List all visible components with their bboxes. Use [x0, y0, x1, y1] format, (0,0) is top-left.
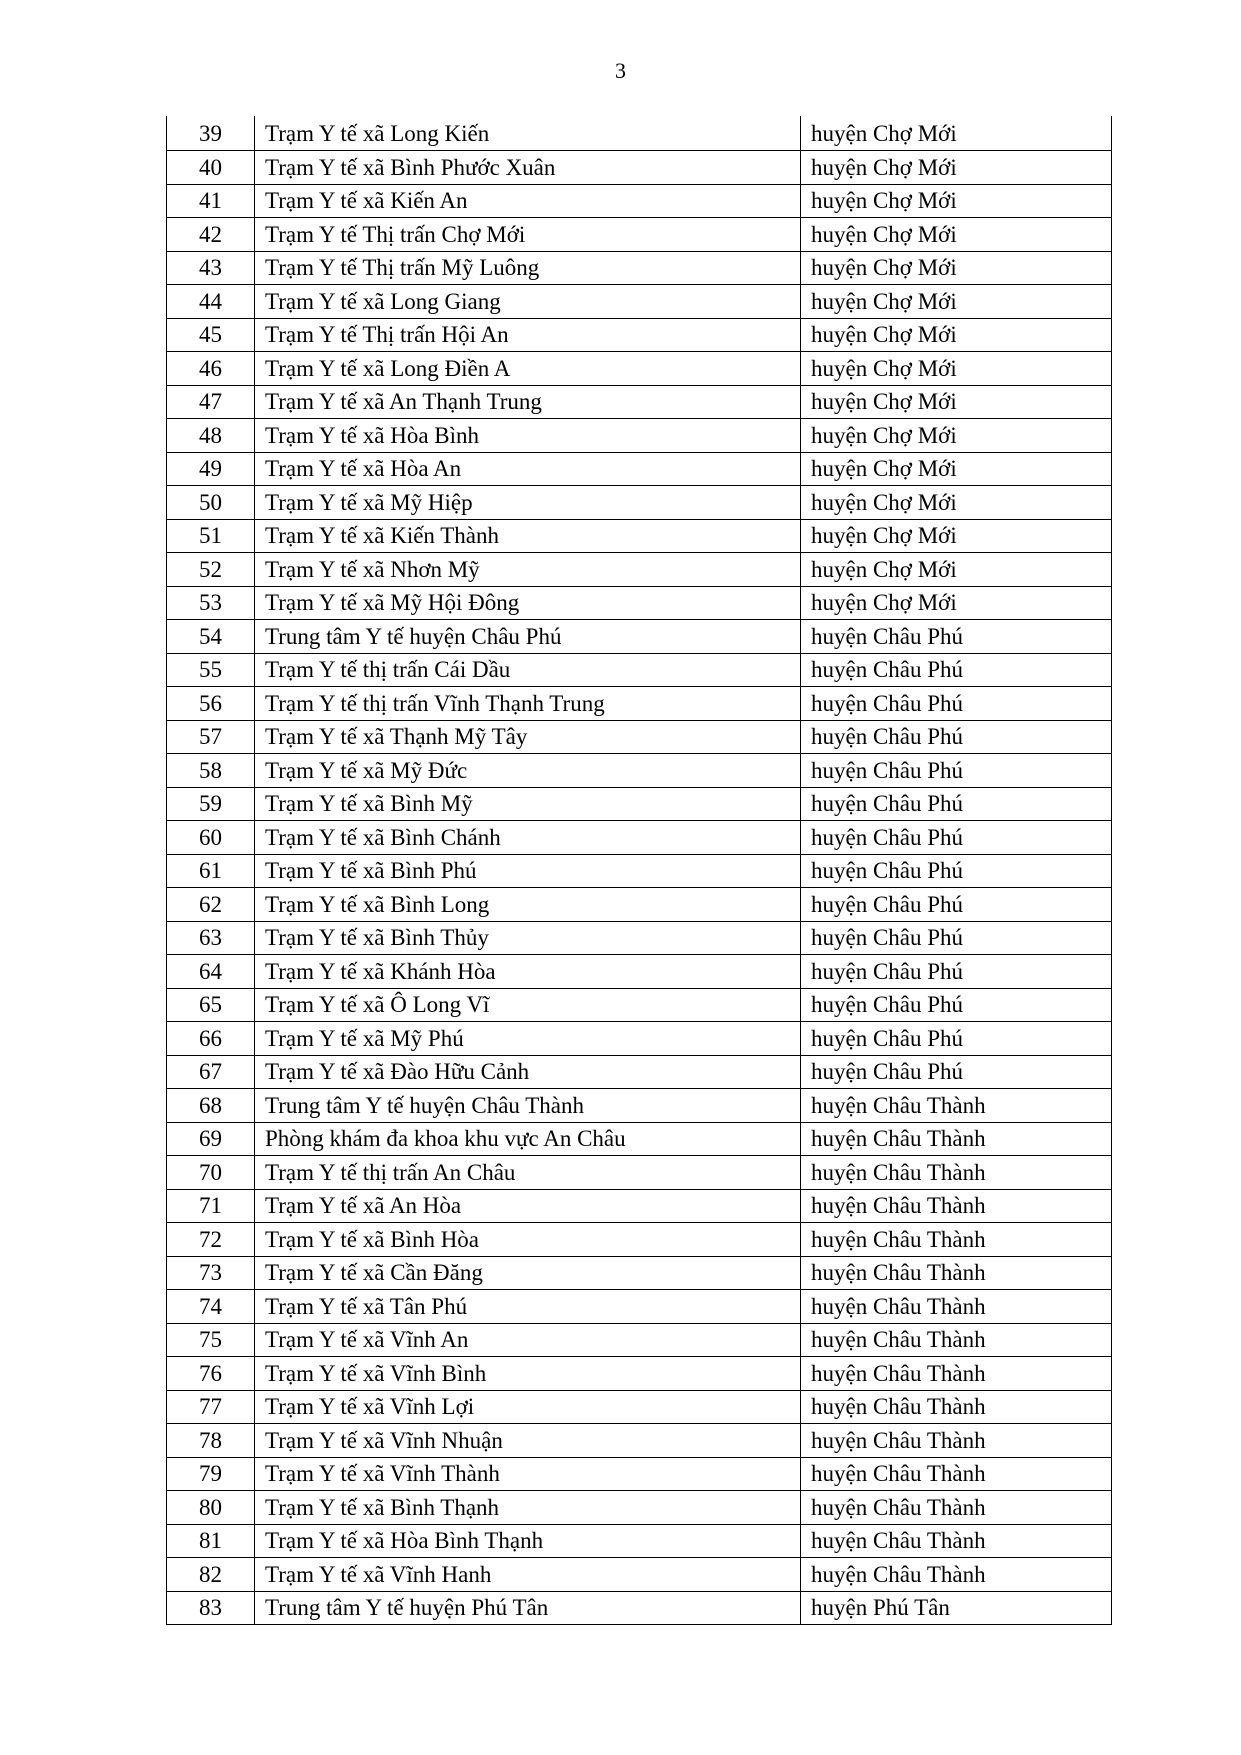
row-number: 39: [167, 116, 255, 151]
row-number: 68: [167, 1089, 255, 1123]
row-number: 50: [167, 486, 255, 520]
district-name: huyện Châu Thành: [801, 1256, 1112, 1290]
row-number: 75: [167, 1323, 255, 1357]
district-name: huyện Châu Phú: [801, 620, 1112, 654]
row-number: 73: [167, 1256, 255, 1290]
row-number: 58: [167, 754, 255, 788]
table-row: [167, 787, 1112, 821]
district-name: huyện Chợ Mới: [801, 318, 1112, 352]
table-row: [167, 486, 1112, 520]
row-number: 70: [167, 1156, 255, 1190]
table-row: [167, 1022, 1112, 1056]
district-name: huyện Chợ Mới: [801, 251, 1112, 285]
row-number: 74: [167, 1290, 255, 1324]
table-row: [167, 955, 1112, 989]
page-number: 3: [615, 58, 626, 83]
row-number: 52: [167, 553, 255, 587]
row-number: 63: [167, 921, 255, 955]
district-name: huyện Châu Phú: [801, 854, 1112, 888]
row-number: 48: [167, 419, 255, 453]
facility-name: Trạm Y tế xã Vĩnh Nhuận: [255, 1424, 801, 1458]
table-row: [167, 385, 1112, 419]
facility-name: Trạm Y tế xã Bình Mỹ: [255, 787, 801, 821]
facility-name: Trạm Y tế xã Vĩnh Bình: [255, 1357, 801, 1391]
facility-name: Trung tâm Y tế huyện Châu Thành: [255, 1089, 801, 1123]
row-number: 79: [167, 1457, 255, 1491]
table-row: [167, 218, 1112, 252]
district-name: huyện Chợ Mới: [801, 184, 1112, 218]
row-number: 54: [167, 620, 255, 654]
district-name: huyện Chợ Mới: [801, 385, 1112, 419]
district-name: huyện Chợ Mới: [801, 486, 1112, 520]
district-name: huyện Chợ Mới: [801, 285, 1112, 319]
facility-name: Trạm Y tế xã Bình Hòa: [255, 1223, 801, 1257]
district-name: huyện Chợ Mới: [801, 419, 1112, 453]
table-row: [167, 1390, 1112, 1424]
district-name: huyện Châu Thành: [801, 1357, 1112, 1391]
facility-name: Trạm Y tế xã Bình Thủy: [255, 921, 801, 955]
district-name: huyện Châu Thành: [801, 1089, 1112, 1123]
row-number: 59: [167, 787, 255, 821]
facility-name: Trạm Y tế Thị trấn Mỹ Luông: [255, 251, 801, 285]
row-number: 72: [167, 1223, 255, 1257]
district-name: huyện Chợ Mới: [801, 519, 1112, 553]
district-name: huyện Châu Phú: [801, 787, 1112, 821]
row-number: 43: [167, 251, 255, 285]
district-name: huyện Châu Thành: [801, 1558, 1112, 1592]
row-number: 60: [167, 821, 255, 855]
row-number: 67: [167, 1055, 255, 1089]
row-number: 78: [167, 1424, 255, 1458]
facility-table: [166, 116, 1112, 1625]
facility-name: Trạm Y tế xã Bình Thạnh: [255, 1491, 801, 1525]
district-name: huyện Chợ Mới: [801, 151, 1112, 185]
district-name: huyện Châu Thành: [801, 1290, 1112, 1324]
facility-name: Trạm Y tế xã An Hòa: [255, 1189, 801, 1223]
table-row: [167, 285, 1112, 319]
district-name: huyện Châu Thành: [801, 1122, 1112, 1156]
table-row: [167, 1189, 1112, 1223]
table-row: [167, 653, 1112, 687]
table-row: [167, 151, 1112, 185]
district-name: huyện Châu Phú: [801, 1022, 1112, 1056]
facility-name: Trạm Y tế xã Hòa Bình: [255, 419, 801, 453]
table-row: [167, 1424, 1112, 1458]
facility-name: Trạm Y tế thị trấn Cái Dầu: [255, 653, 801, 687]
row-number: 83: [167, 1591, 255, 1625]
facility-name: Trạm Y tế xã Bình Chánh: [255, 821, 801, 855]
facility-name: Trạm Y tế xã Mỹ Đức: [255, 754, 801, 788]
table-row: [167, 452, 1112, 486]
table-row: [167, 1323, 1112, 1357]
district-name: huyện Châu Thành: [801, 1491, 1112, 1525]
table-row: [167, 720, 1112, 754]
table-row: [167, 888, 1112, 922]
facility-name: Trạm Y tế xã Long Điền A: [255, 352, 801, 386]
facility-name: Trạm Y tế xã Vĩnh An: [255, 1323, 801, 1357]
row-number: 53: [167, 586, 255, 620]
facility-name: Phòng khám đa khoa khu vực An Châu: [255, 1122, 801, 1156]
table-row: [167, 1055, 1112, 1089]
facility-name: Trạm Y tế xã Khánh Hòa: [255, 955, 801, 989]
table-row: [167, 1223, 1112, 1257]
facility-name: Trạm Y tế xã An Thạnh Trung: [255, 385, 801, 419]
facility-name: Trạm Y tế xã Bình Long: [255, 888, 801, 922]
table-row: [167, 318, 1112, 352]
row-number: 44: [167, 285, 255, 319]
table-body: [167, 116, 1112, 1625]
row-number: 51: [167, 519, 255, 553]
facility-name: Trạm Y tế xã Tân Phú: [255, 1290, 801, 1324]
facility-name: Trạm Y tế xã Long Giang: [255, 285, 801, 319]
facility-name: Trung tâm Y tế huyện Châu Phú: [255, 620, 801, 654]
facility-name: Trung tâm Y tế huyện Phú Tân: [255, 1591, 801, 1625]
table-row: [167, 1591, 1112, 1625]
row-number: 46: [167, 352, 255, 386]
district-name: huyện Chợ Mới: [801, 116, 1112, 151]
table-row: [167, 586, 1112, 620]
table-row: [167, 620, 1112, 654]
table-row: [167, 1122, 1112, 1156]
table-row: [167, 1290, 1112, 1324]
row-number: 64: [167, 955, 255, 989]
table-row: [167, 419, 1112, 453]
row-number: 49: [167, 452, 255, 486]
facility-name: Trạm Y tế xã Ô Long Vĩ: [255, 988, 801, 1022]
facility-name: Trạm Y tế xã Kiến Thành: [255, 519, 801, 553]
district-name: huyện Châu Phú: [801, 921, 1112, 955]
district-name: huyện Chợ Mới: [801, 553, 1112, 587]
row-number: 77: [167, 1390, 255, 1424]
facility-name: Trạm Y tế thị trấn Vĩnh Thạnh Trung: [255, 687, 801, 721]
district-name: huyện Châu Phú: [801, 821, 1112, 855]
facility-name: Trạm Y tế xã Thạnh Mỹ Tây: [255, 720, 801, 754]
facility-name: Trạm Y tế xã Vĩnh Hanh: [255, 1558, 801, 1592]
row-number: 69: [167, 1122, 255, 1156]
table-row: [167, 854, 1112, 888]
district-name: huyện Châu Thành: [801, 1390, 1112, 1424]
district-name: huyện Chợ Mới: [801, 452, 1112, 486]
table-row: [167, 1089, 1112, 1123]
row-number: 42: [167, 218, 255, 252]
district-name: huyện Châu Thành: [801, 1156, 1112, 1190]
row-number: 45: [167, 318, 255, 352]
table-row: [167, 754, 1112, 788]
table-row: [167, 116, 1112, 151]
facility-name: Trạm Y tế xã Hòa An: [255, 452, 801, 486]
row-number: 71: [167, 1189, 255, 1223]
district-name: huyện Chợ Mới: [801, 218, 1112, 252]
facility-name: Trạm Y tế xã Long Kiến: [255, 116, 801, 151]
table-row: [167, 352, 1112, 386]
facility-name: Trạm Y tế xã Vĩnh Thành: [255, 1457, 801, 1491]
district-name: huyện Châu Phú: [801, 653, 1112, 687]
district-name: huyện Châu Thành: [801, 1189, 1112, 1223]
facility-name: Trạm Y tế xã Bình Phú: [255, 854, 801, 888]
district-name: huyện Chợ Mới: [801, 352, 1112, 386]
table-row: [167, 1524, 1112, 1558]
table-row: [167, 251, 1112, 285]
district-name: huyện Châu Thành: [801, 1524, 1112, 1558]
facility-name: Trạm Y tế xã Mỹ Hội Đông: [255, 586, 801, 620]
facility-name: Trạm Y tế xã Mỹ Phú: [255, 1022, 801, 1056]
table-row: [167, 553, 1112, 587]
facility-name: Trạm Y tế Thị trấn Hội An: [255, 318, 801, 352]
row-number: 41: [167, 184, 255, 218]
facility-name: Trạm Y tế xã Cần Đăng: [255, 1256, 801, 1290]
table-row: [167, 1558, 1112, 1592]
facility-name: Trạm Y tế xã Vĩnh Lợi: [255, 1390, 801, 1424]
district-name: huyện Châu Phú: [801, 720, 1112, 754]
table-row: [167, 1457, 1112, 1491]
row-number: 82: [167, 1558, 255, 1592]
row-number: 65: [167, 988, 255, 1022]
row-number: 66: [167, 1022, 255, 1056]
row-number: 57: [167, 720, 255, 754]
table-row: [167, 1256, 1112, 1290]
table-row: [167, 921, 1112, 955]
row-number: 47: [167, 385, 255, 419]
row-number: 56: [167, 687, 255, 721]
facility-name: Trạm Y tế xã Kiến An: [255, 184, 801, 218]
district-name: huyện Châu Phú: [801, 687, 1112, 721]
row-number: 40: [167, 151, 255, 185]
district-name: huyện Phú Tân: [801, 1591, 1112, 1625]
district-name: huyện Châu Phú: [801, 988, 1112, 1022]
table-row: [167, 821, 1112, 855]
district-name: huyện Chợ Mới: [801, 586, 1112, 620]
district-name: huyện Châu Phú: [801, 888, 1112, 922]
row-number: 80: [167, 1491, 255, 1525]
table-row: [167, 519, 1112, 553]
facility-name: Trạm Y tế xã Đào Hữu Cảnh: [255, 1055, 801, 1089]
facility-name: Trạm Y tế thị trấn An Châu: [255, 1156, 801, 1190]
table-row: [167, 1357, 1112, 1391]
table-row: [167, 1156, 1112, 1190]
district-name: huyện Châu Phú: [801, 955, 1112, 989]
row-number: 62: [167, 888, 255, 922]
district-name: huyện Châu Thành: [801, 1424, 1112, 1458]
district-name: huyện Châu Thành: [801, 1323, 1112, 1357]
table-row: [167, 184, 1112, 218]
row-number: 76: [167, 1357, 255, 1391]
table-row: [167, 1491, 1112, 1525]
district-name: huyện Châu Phú: [801, 754, 1112, 788]
table-row: [167, 988, 1112, 1022]
facility-name: Trạm Y tế xã Hòa Bình Thạnh: [255, 1524, 801, 1558]
district-name: huyện Châu Thành: [801, 1457, 1112, 1491]
facility-name: Trạm Y tế xã Bình Phước Xuân: [255, 151, 801, 185]
row-number: 61: [167, 854, 255, 888]
row-number: 55: [167, 653, 255, 687]
district-name: huyện Châu Phú: [801, 1055, 1112, 1089]
district-name: huyện Châu Thành: [801, 1223, 1112, 1257]
facility-name: Trạm Y tế Thị trấn Chợ Mới: [255, 218, 801, 252]
table-row: [167, 687, 1112, 721]
row-number: 81: [167, 1524, 255, 1558]
facility-name: Trạm Y tế xã Nhơn Mỹ: [255, 553, 801, 587]
facility-name: Trạm Y tế xã Mỹ Hiệp: [255, 486, 801, 520]
